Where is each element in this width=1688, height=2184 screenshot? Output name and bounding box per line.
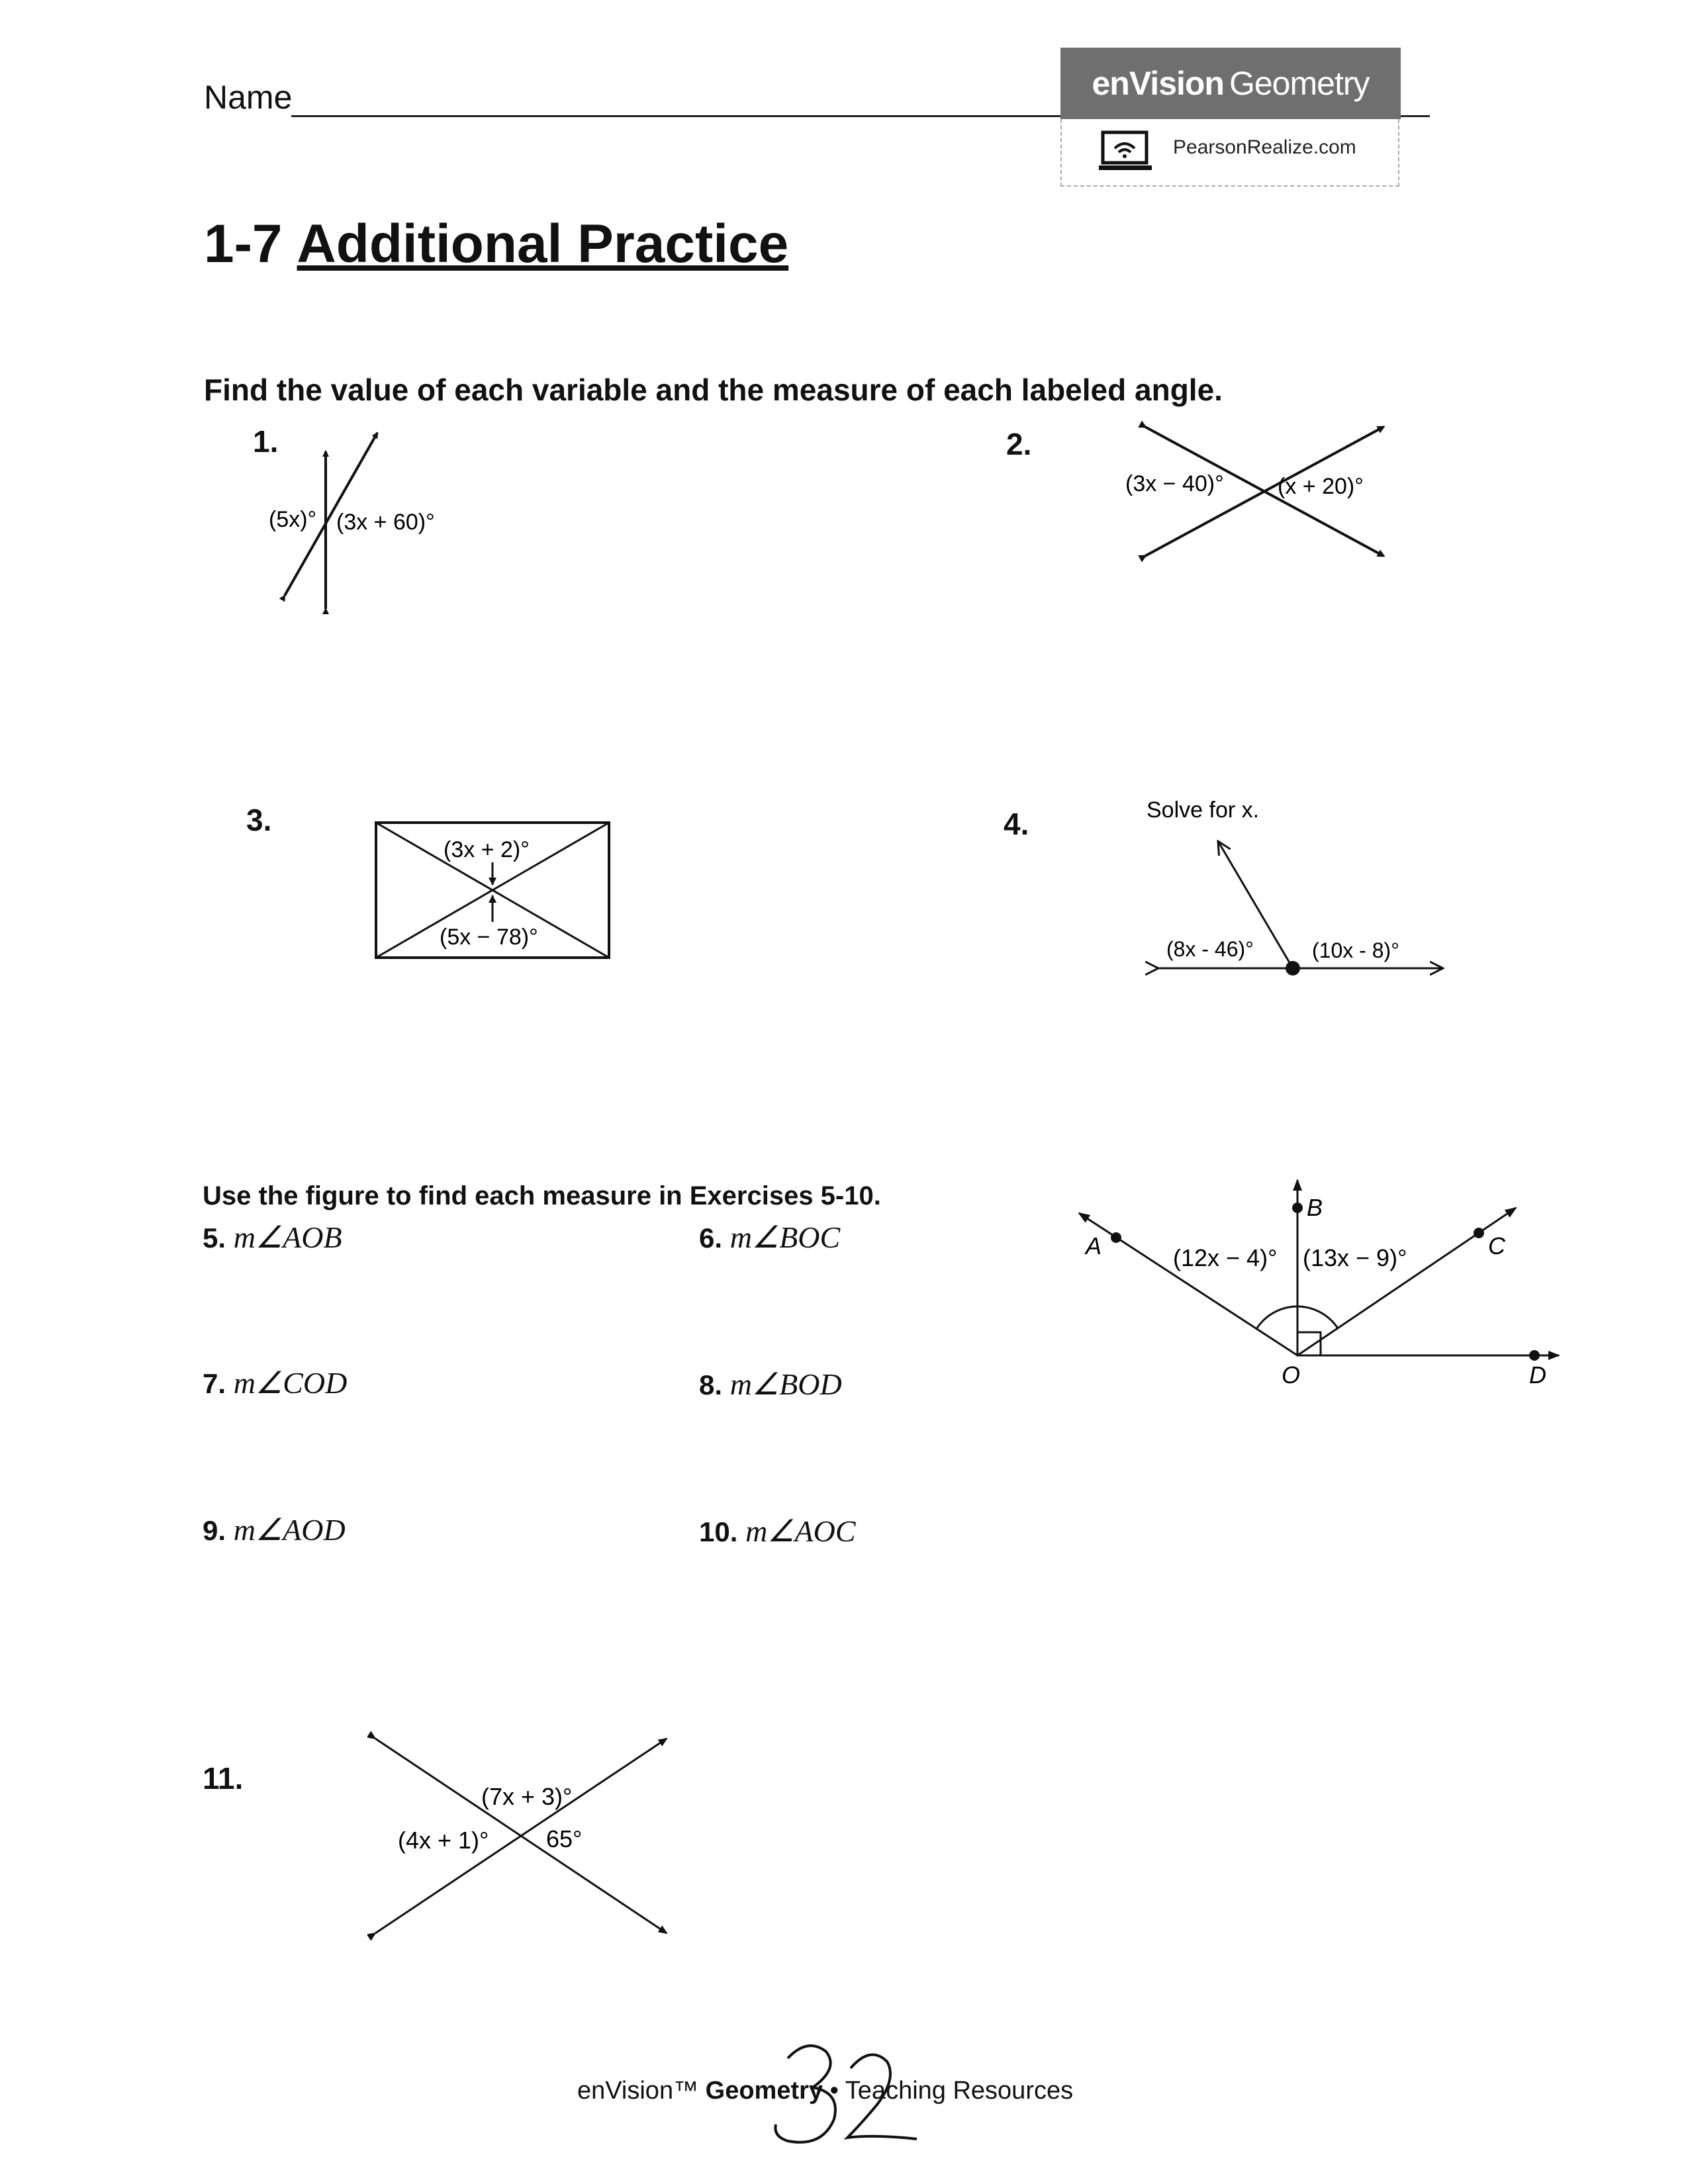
angle-label-4b: (10x - 8)° xyxy=(1312,938,1399,962)
figure-5-10 xyxy=(1066,1168,1569,1406)
point-o-label: O xyxy=(1282,1361,1301,1388)
point-a-dot xyxy=(1111,1232,1121,1243)
exercise-10-number: 10. xyxy=(699,1516,738,1547)
laptop-icon xyxy=(1099,130,1152,173)
footer-bold: Geometry xyxy=(705,2077,823,2105)
angle-label-11-left: (4x + 1)° xyxy=(398,1827,489,1854)
exercise-9-number: 9. xyxy=(203,1515,226,1546)
section-2-instructions: Use the figure to find each measure in Exercises 5-10. xyxy=(203,1181,881,1210)
angle-label-3-top: (3x + 2)° xyxy=(444,837,530,862)
ray-oa xyxy=(1079,1213,1297,1355)
problem-4-prompt: Solve for x. xyxy=(1147,797,1260,823)
exercise-7-expr: m∠COD xyxy=(233,1366,348,1400)
brand-envision: enVision xyxy=(1092,65,1224,102)
exercise-6-expr: m∠BOC xyxy=(729,1220,841,1254)
title-text: Additional Practice xyxy=(297,214,789,274)
exercise-10 xyxy=(699,1513,856,1549)
name-label: Name xyxy=(204,79,293,116)
problem-4-number: 4. xyxy=(1004,807,1029,841)
point-b-label: B xyxy=(1307,1194,1323,1221)
angle-label-2a: (3x − 40)° xyxy=(1125,471,1224,496)
brand-geometry: Geometry xyxy=(1229,65,1370,102)
vertex-dot xyxy=(1286,961,1300,976)
problem-3-number: 3. xyxy=(246,803,272,837)
realize-link[interactable]: PearsonRealize.com xyxy=(1173,136,1356,158)
problem-1-number: 1. xyxy=(253,424,279,459)
angle-label-3-bottom: (5x − 78)° xyxy=(440,925,538,950)
exercise-5-expr: m∠AOB xyxy=(233,1220,342,1254)
figure-11 xyxy=(367,1731,685,1949)
exercise-6-number: 6. xyxy=(699,1222,723,1253)
title-number: 1-7 xyxy=(204,214,283,274)
problem-2-number: 2. xyxy=(1006,427,1032,461)
angle-label-11-top: (7x + 3)° xyxy=(481,1783,573,1810)
exercise-9 xyxy=(203,1512,346,1547)
angle-label-aob: (12x − 4)° xyxy=(1173,1244,1278,1271)
point-d-dot xyxy=(1529,1350,1540,1361)
figure-4 xyxy=(1139,791,1456,989)
point-c-label: C xyxy=(1488,1232,1505,1259)
angle-label-1b: (3x + 60)° xyxy=(336,510,435,535)
handwritten-page-number xyxy=(761,2032,927,2164)
footer-suffix: • Teaching Resources xyxy=(829,2077,1074,2105)
problem-11-number: 11. xyxy=(203,1761,244,1796)
exercise-10-expr: m∠AOC xyxy=(745,1514,856,1548)
exercise-9-expr: m∠AOD xyxy=(233,1513,346,1547)
exercise-6 xyxy=(699,1219,840,1255)
figure-3 xyxy=(371,817,616,963)
angle-label-1a: (5x)° xyxy=(269,507,317,532)
exercise-8 xyxy=(699,1366,842,1402)
point-c-dot xyxy=(1474,1228,1484,1238)
exercise-5-number: 5. xyxy=(203,1222,226,1253)
figure-2 xyxy=(1112,417,1403,569)
point-b-dot xyxy=(1292,1203,1303,1213)
angle-label-2b: (x + 20)° xyxy=(1278,474,1364,499)
exercise-8-number: 8. xyxy=(699,1369,723,1400)
brand-logo xyxy=(1060,48,1401,119)
footer-prefix: enVision™ xyxy=(577,2077,699,2105)
page-title xyxy=(204,213,788,275)
angle-label-4a: (8x - 46)° xyxy=(1166,937,1254,961)
exercise-7-number: 7. xyxy=(203,1368,226,1399)
exercise-7 xyxy=(203,1365,347,1400)
angle-label-boc: (13x − 9)° xyxy=(1303,1244,1407,1271)
figure-1 xyxy=(252,424,477,615)
instructions: Find the value of each variable and the measure of each labeled angle. xyxy=(204,373,1223,407)
point-a-label: A xyxy=(1086,1232,1102,1259)
exercise-8-expr: m∠BOD xyxy=(729,1367,842,1401)
exercise-5 xyxy=(203,1219,342,1255)
angle-label-11-right: 65° xyxy=(546,1825,583,1852)
point-d-label: D xyxy=(1529,1361,1546,1388)
